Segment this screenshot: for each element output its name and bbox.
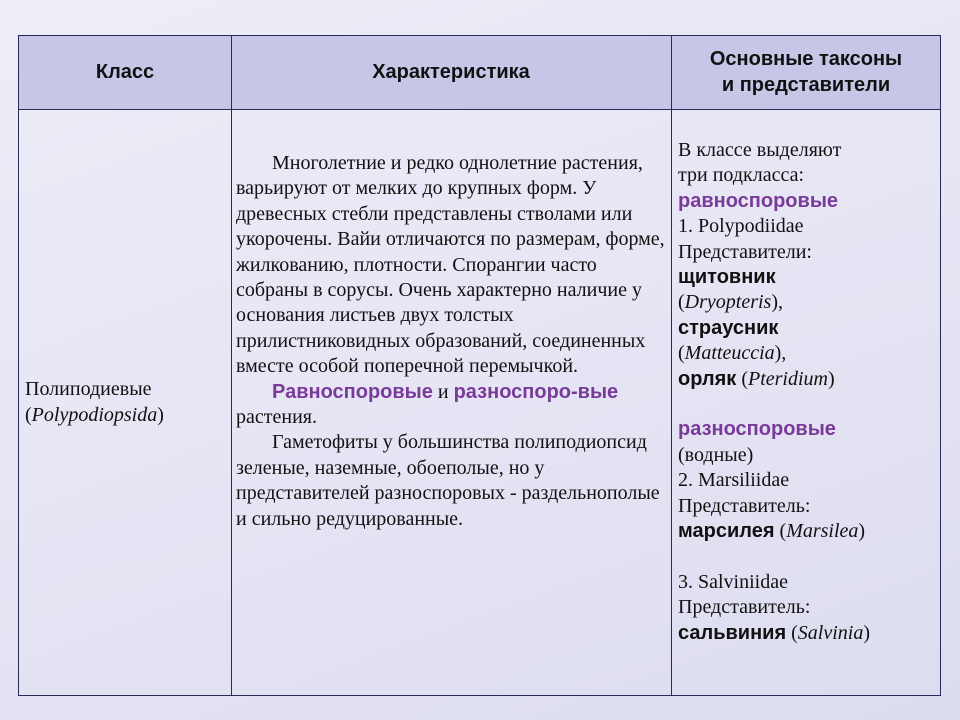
rep3-name: орляк (678, 367, 737, 390)
class-latin: Polypodiopsida (31, 404, 158, 426)
characteristics-cell (236, 151, 666, 532)
characteristics-p2 (236, 380, 666, 431)
header-taxa (671, 36, 941, 108)
rep4-name: марсилея (678, 520, 775, 543)
taxa-cell (678, 138, 940, 646)
column-divider (231, 36, 232, 695)
representatives-label: Представители: (678, 240, 812, 263)
header-taxa-line2: и представители (721, 74, 891, 96)
subclass-1: 1. Polypodiidae (678, 215, 804, 238)
rep4-latin: Marsilea (786, 520, 859, 543)
rep1-latin-line: (Dryopteris), (678, 291, 784, 314)
taxa-intro-1: В классе выделяют (678, 139, 842, 161)
rep5-line: сальвиния (Salvinia) (678, 621, 871, 644)
header-characteristics: Характеристика (372, 61, 530, 83)
group1-title: равноспоровые (678, 189, 839, 212)
rep1-latin: Dryopteris (684, 291, 772, 314)
characteristics-p3: Гаметофиты у большинства полиподиопсид зеленые, наземные, обоеполые, но у представителей разноспоровых - раздельнополые и сильно редуцированные. (236, 431, 660, 530)
class-cell (25, 376, 225, 428)
taxonomy-table (18, 35, 941, 696)
conjunction: и (432, 380, 454, 403)
characteristics-p1: Многолетние и редко однолетние растения, варьируют от мелких до крупных форм. У древесных стебли представлены стволами или укорочены. Вайи отличаются по размерам, форме, жилкованию, плотности. Спорангии часто собраны в сорусы. Очень характерно наличие у основания листьев двух толстых прилистниковидных образований, соединенных вместе особой поперечной перемычкой. (236, 152, 665, 378)
group2-note: (водные) (678, 443, 754, 466)
rep4-line: марсилея (Marsilea) (678, 520, 866, 543)
rep5-name: сальвиния (678, 621, 787, 644)
class-open-paren: ( (25, 404, 32, 426)
group2-title: разноспоровые (678, 418, 836, 441)
characteristics-p2-rest: растения. (236, 406, 317, 429)
rep3-line: орляк (Pteridium) (678, 367, 835, 390)
rep2-latin: Matteuccia (684, 342, 775, 365)
header-class: Класс (95, 61, 155, 83)
rep2-name: страусник (678, 316, 779, 339)
representative-label: Представитель: (678, 494, 811, 517)
class-close-paren: ) (157, 404, 164, 426)
class-name: Полиподиевые (25, 378, 152, 400)
heterosporous-term: разноспоро-вые (453, 380, 619, 403)
rep3-latin: Pteridium (748, 367, 828, 390)
rep1-name: щитовник (678, 266, 776, 289)
subclass-2: 2. Marsiliidae (678, 469, 790, 492)
rep2-latin-line: (Matteuccia), (678, 342, 787, 365)
column-divider (671, 36, 672, 695)
subclass-3: 3. Salviniidae (678, 570, 788, 593)
spacer (678, 392, 940, 417)
taxa-intro-2: три подкласса: (678, 164, 804, 187)
spacer (678, 544, 940, 569)
representative-label-2: Представитель: (678, 596, 811, 619)
rep5-latin: Salvinia (797, 621, 864, 644)
header-taxa-line1: Основные таксоны (709, 48, 903, 70)
homosporous-term: Равноспоровые (272, 380, 433, 403)
